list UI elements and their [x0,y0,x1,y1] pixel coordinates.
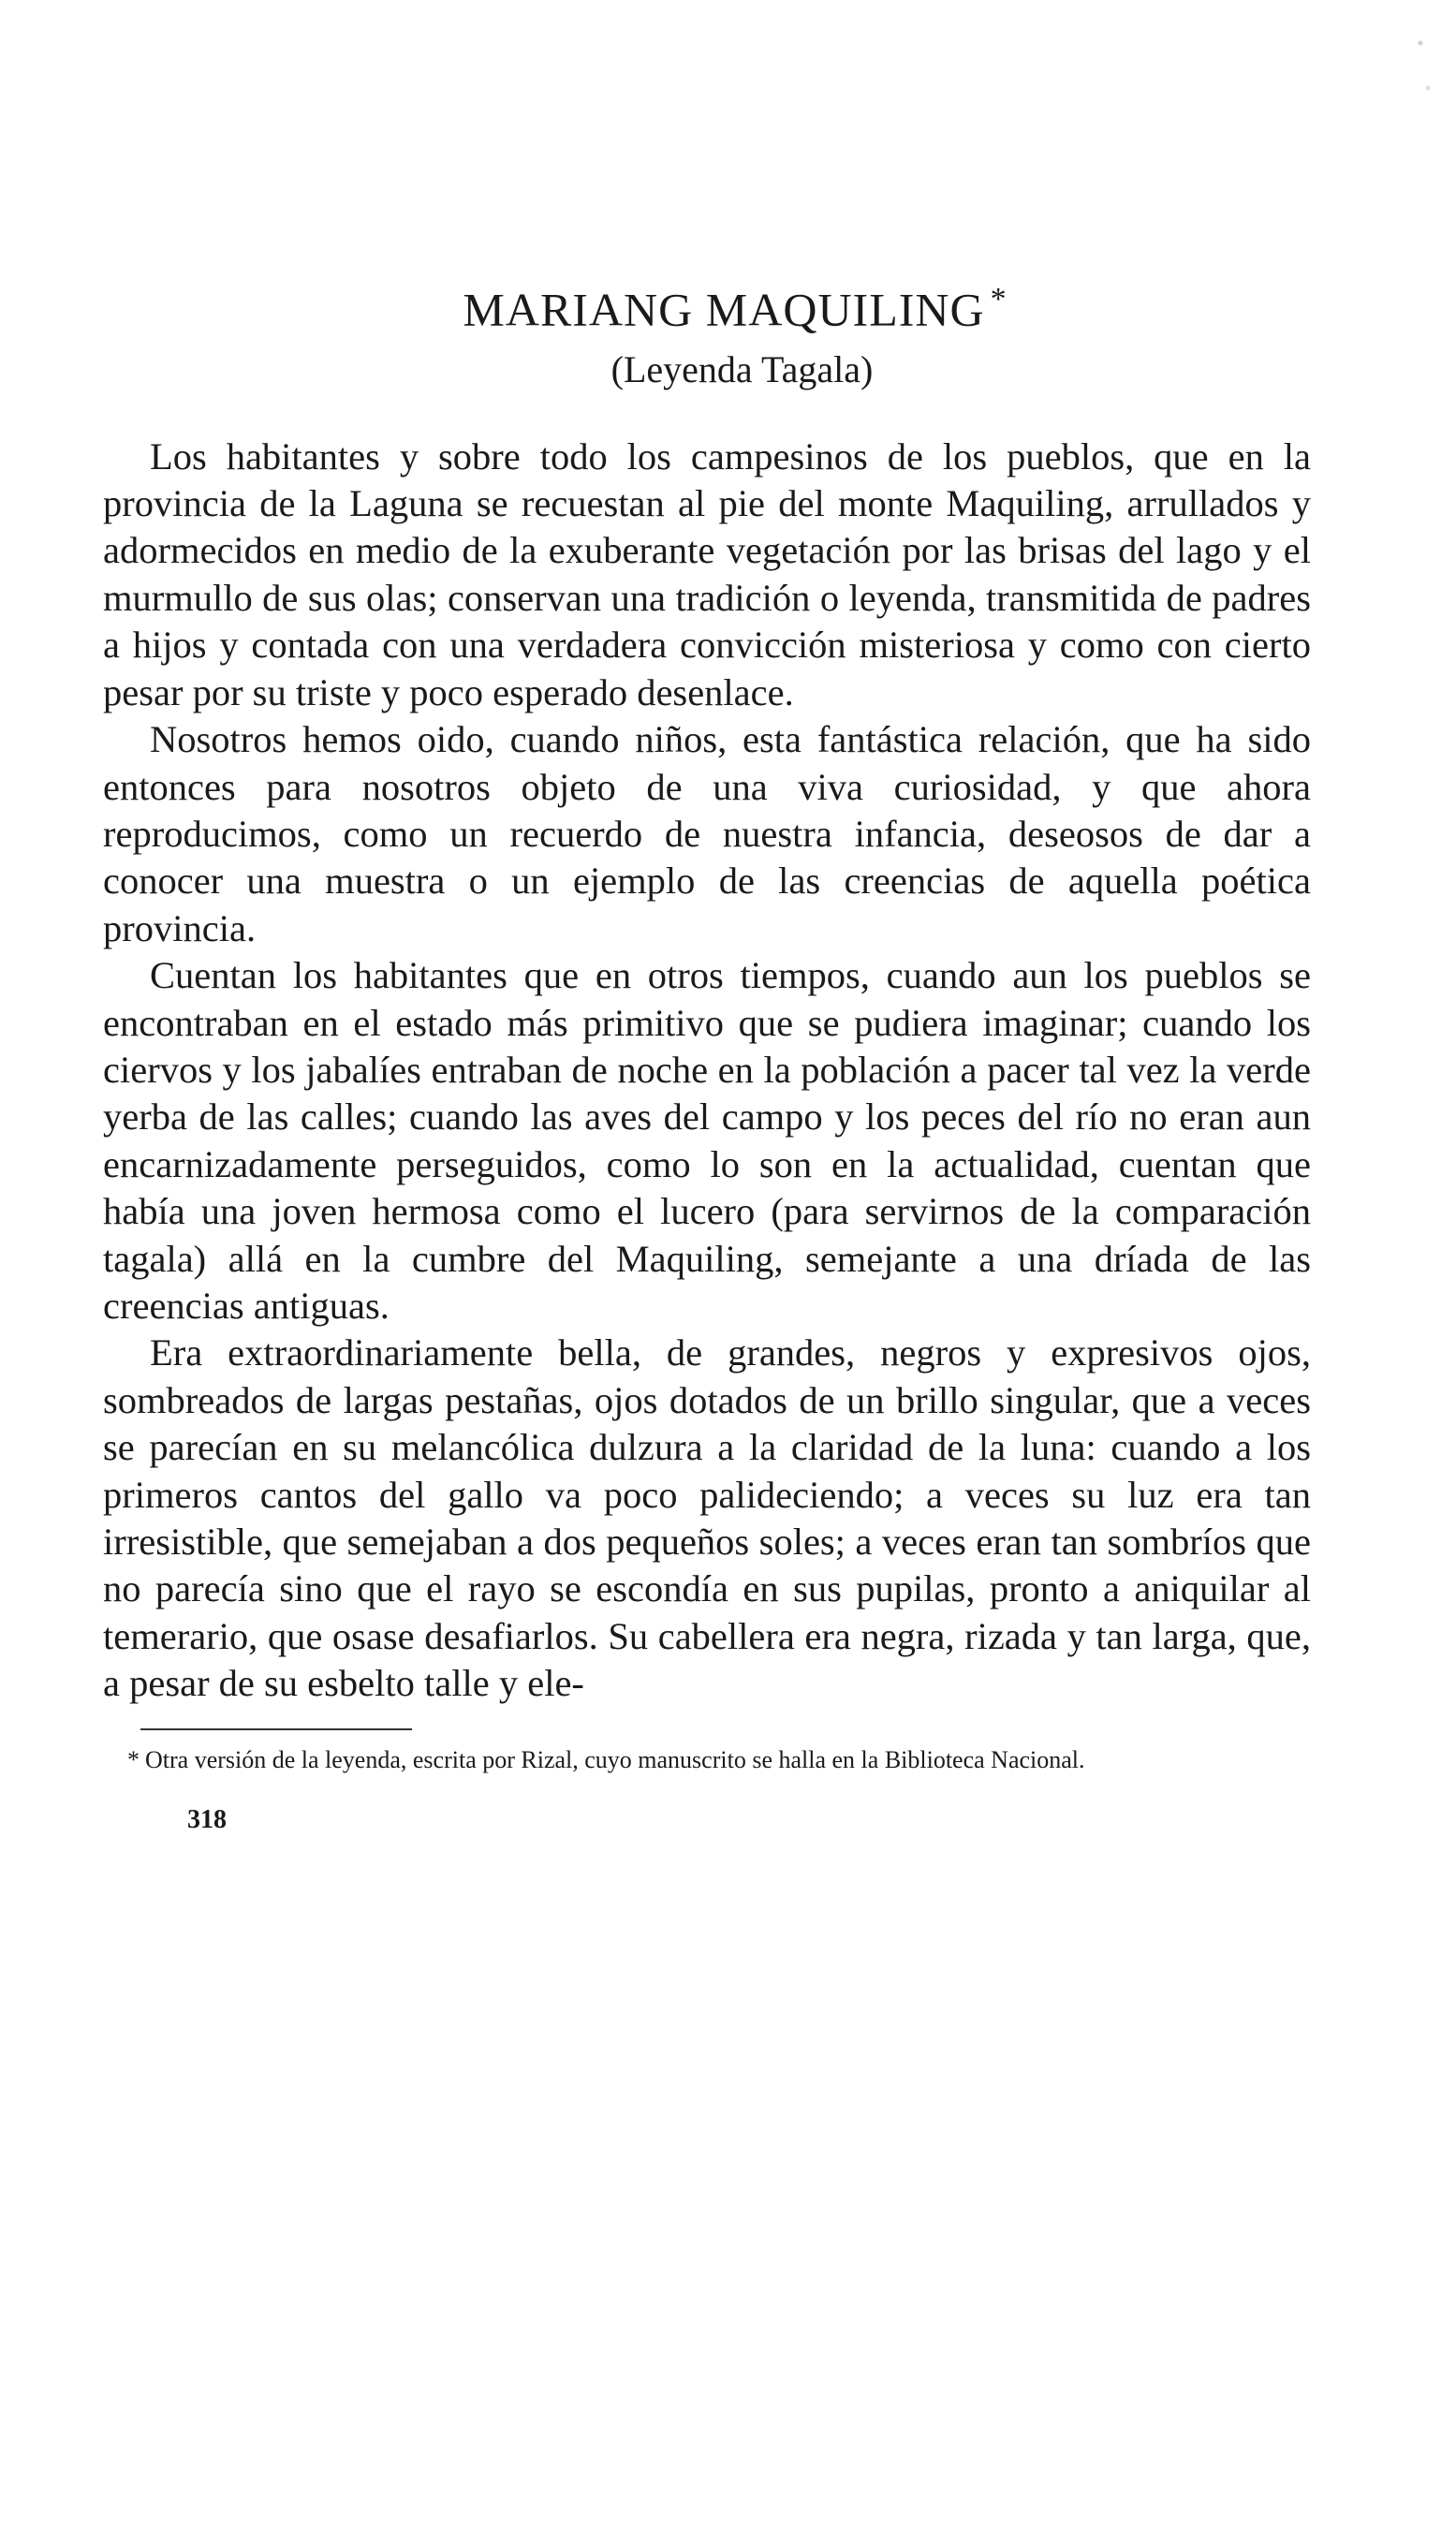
chapter-subtitle: (Leyenda Tagala) [610,347,874,390]
paragraph-1: Los habitantes y sobre todo los campesinos de los pueblos, que en la provincia de la Laguna se recuestan al pie del monte Maquiling, arrullados y adormecidos en medio de la exuberante vegetación por las brisas del lago y el murmullo de sus olas; conservan una tradición o leyenda, transmitida de padres a hijos y contada con una verdadera convicción misteriosa y como con cierto pesar por su triste y poco esperado desenlace. [103,434,1311,713]
chapter-title [103,272,1311,338]
book-page [103,272,1311,1835]
footnote [103,1743,1311,1777]
paragraph-3: Cuentan los habitantes que en otros tiempos, cuando aun los pueblos se encontraban en el estado más primitivo que se pudiera imaginar; cuando los ciervos y los jabalíes entraban de noche en la población a pacer tal vez la verde yerba de las calles; cuando las aves del campo y los peces del río no eran aun encarnizadamente perseguidos, como lo son en la actualidad, cuentan que había una joven hermosa como el lucero (para servirnos de la comparación tagala) allá en la cumbre del Maquiling, semejante a una dríada de las creencias antiguas. [103,954,1311,1327]
paragraph-2: Nosotros hemos oido, cuando niños, esta fantástica relación, que ha sido entonces para nosotros objeto de una viva curiosidad, y que ahora reproducimos, como un recuerdo de nuestra infancia, deseosos de dar a conocer una muestra o un ejemplo de las creencias de aquella poética provincia. [103,718,1311,949]
footnote-text: Otra versión de la leyenda, escrita por Rizal, cuyo manuscrito se halla en la Biblioteca Nacional. [145,1745,1085,1773]
title-footnote-mark: * [990,282,1007,316]
footnote-divider [140,1728,412,1730]
footnote-mark: * [127,1745,140,1773]
body-text [103,434,1311,1708]
scan-artifact [1405,9,1443,122]
chapter-title-text: MARIANG MAQUILING [463,283,985,336]
paragraph-4: Era extraordinariamente bella, de grandes, negros y expresivos ojos, sombreados de largas pestañas, ojos dotados de un brillo singular, que a veces se parecían en su melancólica dulzura a la claridad de la luna: cuando a los primeros cantos del gallo va poco palideciendo; a veces su luz era tan irresistible, que semejaban a dos pequeños soles; a veces eran tan sombríos que no parecía sino que el rayo se escondía en sus pupilas, pronto a aniquilar al temerario, que osase desafiarlos. Su cabellera era negra, rizada y tan larga, que, a pesar de su esbelto talle y ele- [103,1331,1311,1705]
page-number: 318 [187,1804,227,1834]
